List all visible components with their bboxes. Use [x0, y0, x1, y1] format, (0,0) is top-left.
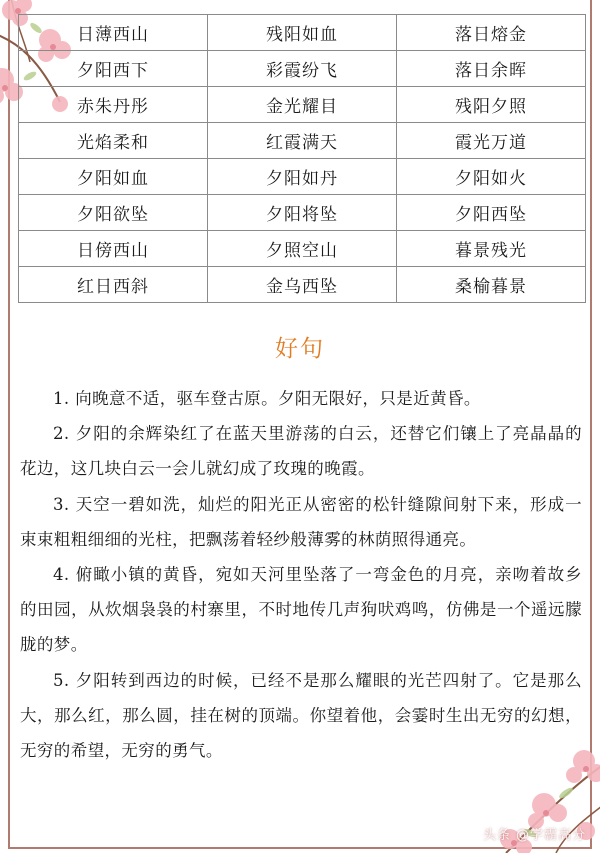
table-row	[19, 123, 586, 159]
table-row	[19, 231, 586, 267]
table-cell: 夕阳如血	[19, 159, 208, 195]
table-cell: 夕阳将坠	[208, 195, 397, 231]
table-cell: 落日熔金	[397, 15, 586, 51]
table-cell: 光焰柔和	[19, 123, 208, 159]
sentence-item: 2. 夕阳的余辉染红了在蓝天里游荡的白云，还替它们镶上了亮晶晶的花边，这几块白云一会儿就幻成了玫瑰的晚霞。	[20, 424, 582, 479]
watermark: 头条 @学霸高分	[482, 828, 586, 843]
table-row	[19, 15, 586, 51]
table-cell: 暮景残光	[397, 231, 586, 267]
sentence-item: 1. 向晚意不适，驱车登古原。夕阳无限好，只是近黄昏。	[53, 389, 481, 408]
table-cell: 残阳如血	[208, 15, 397, 51]
table-cell: 金光耀目	[208, 87, 397, 123]
table-cell: 日傍西山	[19, 231, 208, 267]
table-cell: 桑榆暮景	[397, 267, 586, 303]
table-cell: 夕阳西下	[19, 51, 208, 87]
section-title: 好句	[275, 336, 325, 362]
table-cell: 夕阳欲坠	[19, 195, 208, 231]
idiom-table	[18, 14, 586, 303]
table-cell: 红日西斜	[19, 267, 208, 303]
sentence-item: 3. 天空一碧如洗，灿烂的阳光正从密密的松针缝隙间射下来，形成一束束粗粗细细的光柱，把飘荡着轻纱般薄雾的林荫照得通亮。	[20, 494, 582, 549]
table-cell: 金乌西坠	[208, 267, 397, 303]
table-cell: 残阳夕照	[397, 87, 586, 123]
table-cell: 夕阳如丹	[208, 159, 397, 195]
table-cell: 夕照空山	[208, 231, 397, 267]
table-cell: 日薄西山	[19, 15, 208, 51]
sentence-list	[20, 381, 582, 768]
table-cell: 红霞满天	[208, 123, 397, 159]
sentence-item: 4. 俯瞰小镇的黄昏，宛如天河里坠落了一弯金色的月亮，亲吻着故乡的田园，从炊烟袅袅的村寨里，不时地传几声狗吠鸡鸣，仿佛是一个遥远朦胧的梦。	[20, 565, 582, 655]
table-cell: 赤朱丹彤	[19, 87, 208, 123]
table-cell: 彩霞纷飞	[208, 51, 397, 87]
table-cell: 夕阳西坠	[397, 195, 586, 231]
table-cell: 霞光万道	[397, 123, 586, 159]
table-row	[19, 267, 586, 303]
table-row	[19, 51, 586, 87]
table-cell: 落日余晖	[397, 51, 586, 87]
sentence-item: 5. 夕阳转到西边的时候，已经不是那么耀眼的光芒四射了。它是那么大，那么红，那么圆，挂在树的顶端。你望着他，会霎时生出无穷的幻想，无穷的希望，无穷的勇气。	[20, 670, 582, 761]
table-row	[19, 195, 586, 231]
table-cell: 夕阳如火	[397, 159, 586, 195]
table-row	[19, 87, 586, 123]
table-row	[19, 159, 586, 195]
